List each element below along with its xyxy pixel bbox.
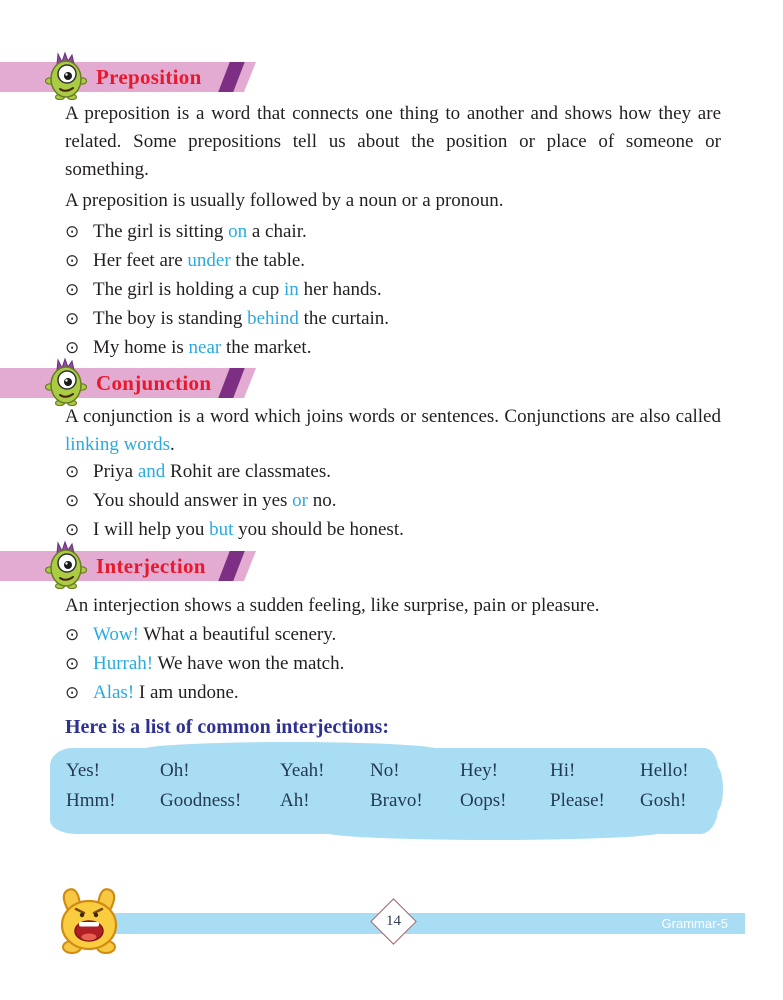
- list-item: [65, 304, 725, 333]
- bullet-icon: ⊙: [65, 491, 80, 510]
- interjection-item: No!: [370, 760, 400, 781]
- list-item: [65, 246, 725, 275]
- interjection-item: Hmm!: [66, 790, 116, 811]
- highlight-word: and: [137, 461, 166, 482]
- list-item: [65, 217, 725, 246]
- bullet-text: The girl is sitting on a chair.: [93, 221, 307, 242]
- paragraph: An interjection shows a sudden feeling, like surprise, pain or pleasure.: [65, 595, 600, 616]
- bullet-icon: ⊙: [65, 280, 80, 299]
- section-title: Preposition: [96, 65, 202, 89]
- list-item: [65, 649, 725, 678]
- bullet-icon: ⊙: [65, 338, 80, 357]
- bullet-list: [65, 620, 725, 707]
- highlight-word: Hurrah!: [93, 653, 154, 674]
- interjection-item: Hey!: [460, 760, 498, 781]
- list-item: [65, 275, 725, 304]
- yellow-monster-icon: [46, 883, 138, 955]
- highlight-word: behind: [247, 308, 299, 329]
- list-item: [65, 678, 725, 707]
- list-item: [65, 620, 725, 649]
- list-item: [65, 333, 725, 362]
- list-item: [65, 515, 725, 544]
- highlight-word: under: [187, 250, 231, 271]
- interjection-item: Yes!: [66, 760, 100, 781]
- bullet-icon: ⊙: [65, 222, 80, 241]
- bullet-icon: ⊙: [65, 625, 80, 644]
- bullet-text: Priya and Rohit are classmates.: [93, 461, 331, 482]
- bullet-list: [65, 457, 725, 544]
- highlight-word: Alas!: [93, 682, 135, 703]
- highlight-word: linking words: [65, 434, 171, 455]
- green-monster-icon: [44, 540, 88, 589]
- bullet-icon: ⊙: [65, 654, 80, 673]
- list-item: [65, 486, 725, 515]
- list-heading: Here is a list of common interjections:: [65, 716, 389, 738]
- interjection-item: Hi!: [550, 760, 576, 781]
- interjection-item: Ah!: [280, 790, 310, 811]
- interjection-item: Bravo!: [370, 790, 423, 811]
- interjection-item: Gosh!: [640, 790, 687, 811]
- bullet-icon: ⊙: [65, 251, 80, 270]
- paragraph: A preposition is usually followed by a noun or a pronoun.: [65, 190, 504, 211]
- bullet-icon: ⊙: [65, 683, 80, 702]
- interjections-grid: [66, 760, 710, 820]
- paragraph: A preposition is a word that connects one thing to another and shows how they are related. Some prepositions tell us about the position or place of someone or something.: [65, 103, 721, 180]
- bullet-list: [65, 217, 725, 362]
- list-item: [65, 457, 725, 486]
- page-number-diamond: [368, 896, 418, 946]
- bullet-text: I will help you but you should be honest.: [93, 519, 404, 540]
- diamond-shape: [370, 898, 417, 945]
- bullet-text: Hurrah! We have won the match.: [93, 653, 345, 674]
- bullet-icon: ⊙: [65, 520, 80, 539]
- interjection-item: Hello!: [640, 760, 689, 781]
- highlight-word: near: [188, 337, 222, 358]
- section-title: Conjunction: [96, 371, 212, 395]
- interjections-box: [50, 748, 718, 834]
- bullet-text: You should answer in yes or no.: [93, 490, 337, 511]
- bullet-icon: ⊙: [65, 462, 80, 481]
- interjection-item: Yeah!: [280, 760, 325, 781]
- interjection-item: Goodness!: [160, 790, 242, 811]
- section-banner-conjunction: [0, 368, 285, 398]
- page-number: 14: [385, 912, 401, 929]
- green-monster-icon: [44, 357, 88, 406]
- bullet-text: Alas! I am undone.: [93, 682, 239, 703]
- bullet-text: Wow! What a beautiful scenery.: [93, 624, 337, 645]
- highlight-word: Wow!: [93, 624, 139, 645]
- interjection-item: Oops!: [460, 790, 507, 811]
- section-banner-preposition: [0, 62, 285, 92]
- bullet-text: My home is near the market.: [93, 337, 312, 358]
- book-label: Grammar-5: [661, 916, 728, 931]
- bullet-icon: ⊙: [65, 309, 80, 328]
- highlight-word: but: [209, 519, 234, 540]
- interjection-item: Oh!: [160, 760, 190, 781]
- paragraph: A conjunction is a word which joins words or sentences. Conjunctions are also called linking words.: [65, 406, 721, 455]
- bullet-text: The boy is standing behind the curtain.: [93, 308, 390, 329]
- section-title: Interjection: [96, 554, 206, 578]
- highlight-word: in: [284, 279, 299, 300]
- interjection-item: Please!: [550, 790, 605, 811]
- highlight-word: or: [292, 490, 308, 511]
- green-monster-icon: [44, 51, 88, 100]
- bullet-text: Her feet are under the table.: [93, 250, 306, 271]
- highlight-word: on: [228, 221, 248, 242]
- bullet-text: The girl is holding a cup in her hands.: [93, 279, 382, 300]
- section-banner-interjection: [0, 551, 285, 581]
- box-wave-decoration: [709, 766, 723, 812]
